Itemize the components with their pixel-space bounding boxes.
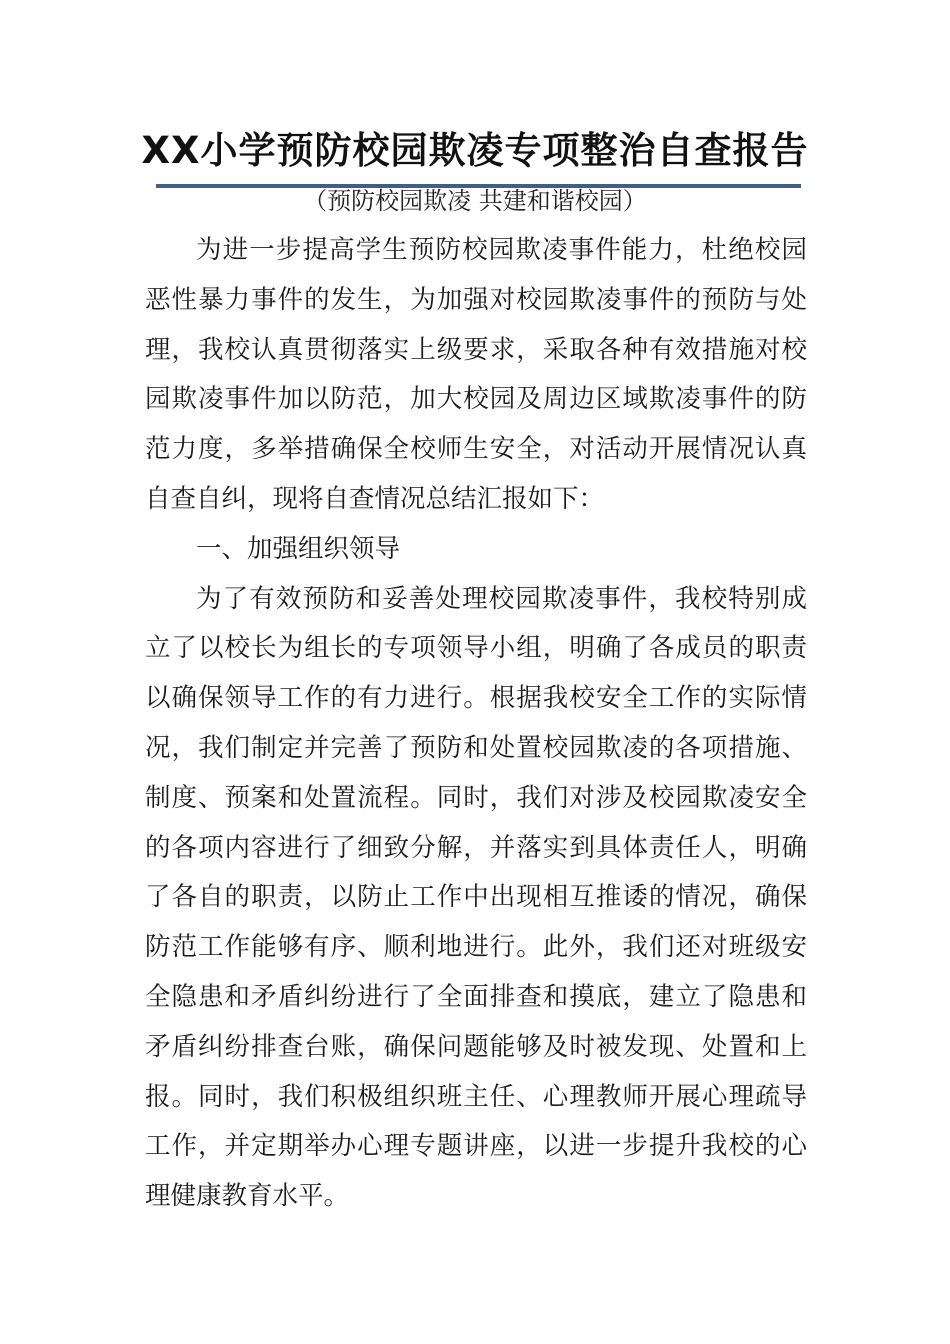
intro-paragraph: 为进一步提高学生预防校园欺凌事件能力，杜绝校园恶性暴力事件的发生，为加强对校园欺凌事件的预防与处理，我校认真贯彻落实上级要求，采取各种有效措施对校园欺凌事件加以防范，加大校园及周边区域欺凌事件的防范力度，多举措确保全校师生安全，对活动开展情况认真自查自纠，现将自查情况总结汇报如下： <box>145 235 807 514</box>
document-body <box>145 226 807 1222</box>
document-subtitle: （预防校园欺凌 共建和谐校园） <box>303 187 647 215</box>
document-title: XX小学预防校园欺凌专项整治自查报告 <box>141 129 809 172</box>
section-heading: 一、加强组织领导 <box>196 533 401 564</box>
section-paragraph: 为了有效预防和妥善处理校园欺凌事件，我校特别成立了以校长为组长的专项领导小组，明确了各成员的职责以确保领导工作的有力进行。根据我校安全工作的实际情况，我们制定并完善了预防和处置校园欺凌的各项措施、制度、预案和处置流程。同时，我们对涉及校园欺凌安全的各项内容进行了细致分解，并落实到具体责任人，明确了各自的职责，以防止工作中出现相互推诿的情况，确保防范工作能够有序、顺利地进行。此外，我们还对班级安全隐患和矛盾纠纷进行了全面排查和摸底，建立了隐患和矛盾纠纷排查台账，确保问题能够及时被发现、处置和上报。同时，我们积极组织班主任、心理教师开展心理疏导工作，并定期举办心理专题讲座，以进一步提升我校的心理健康教育水平。 <box>145 583 807 1212</box>
